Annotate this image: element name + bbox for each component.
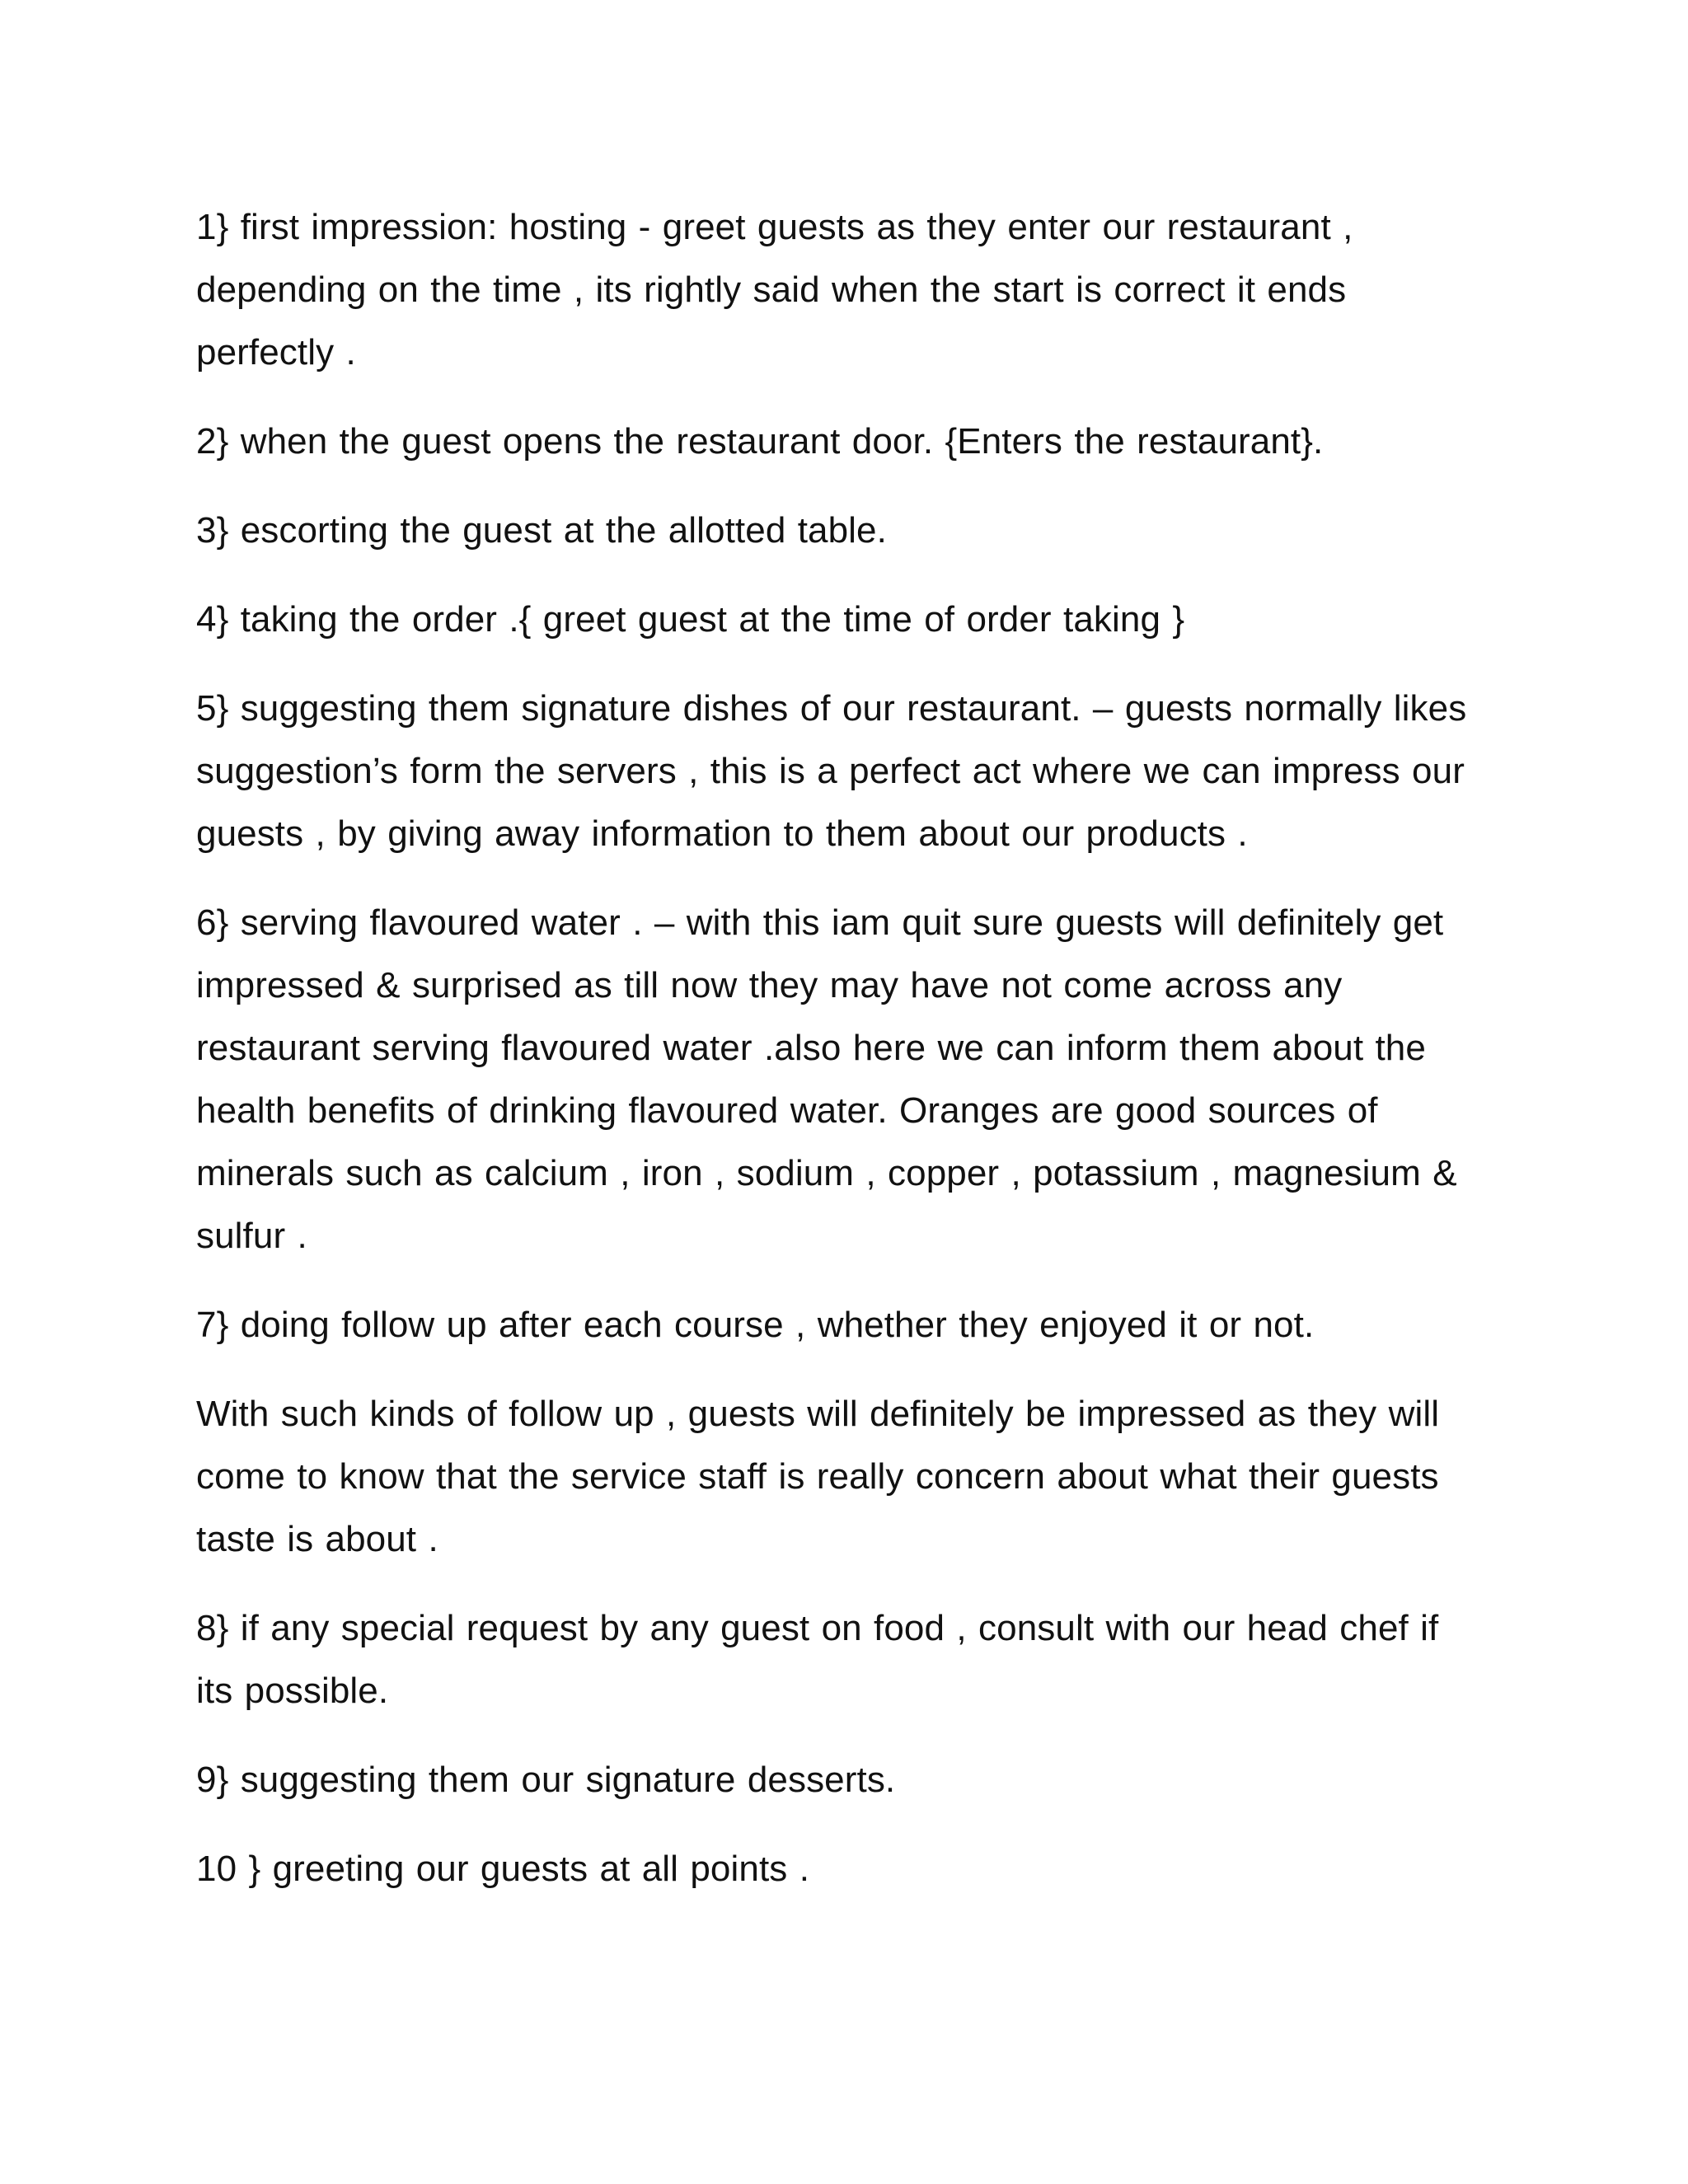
paragraph-4: 4} taking the order .{ greet guest at the time of order taking } [196,599,1185,640]
paragraph-5: 5} suggesting them signature dishes of our restaurant. – guests normally likes suggestion’s form the servers , this is a perfect act where we can impress our guests , by giving away information to them about our products . [196,688,1467,854]
paragraph-6: 6} serving flavoured water . – with this iam quit sure guests will definitely get impressed & surprised as till now they may have not come across any restaurant serving flavoured water .also here we can inform them about the health benefits of drinking flavoured water. Oranges are good sources of minerals such as calcium , iron , sodium , copper , potassium , magnesium & sulfur . [196,902,1457,1256]
paragraph-10: 10 } greeting our guests at all points . [196,1849,810,1889]
paragraph-9: 9} suggesting them our signature desserts. [196,1760,896,1800]
paragraph-8: 8} if any special request by any guest on food , consult with our head chef if its possible. [196,1608,1439,1711]
paragraph-7-continuation: With such kinds of follow up , guests will definitely be impressed as they will come to know that the service staff is really concern about what their guests taste is about . [196,1394,1440,1559]
document-body [196,196,1482,1927]
paragraph-1: 1} first impression: hosting - greet guests as they enter our restaurant , depending on the time , its rightly said when the start is correct it ends perfectly . [196,207,1353,373]
paragraph-7: 7} doing follow up after each course , whether they enjoyed it or not. [196,1305,1315,1345]
paragraph-3: 3} escorting the guest at the allotted table. [196,510,887,551]
paragraph-2: 2} when the guest opens the restaurant door. {Enters the restaurant}. [196,421,1324,462]
